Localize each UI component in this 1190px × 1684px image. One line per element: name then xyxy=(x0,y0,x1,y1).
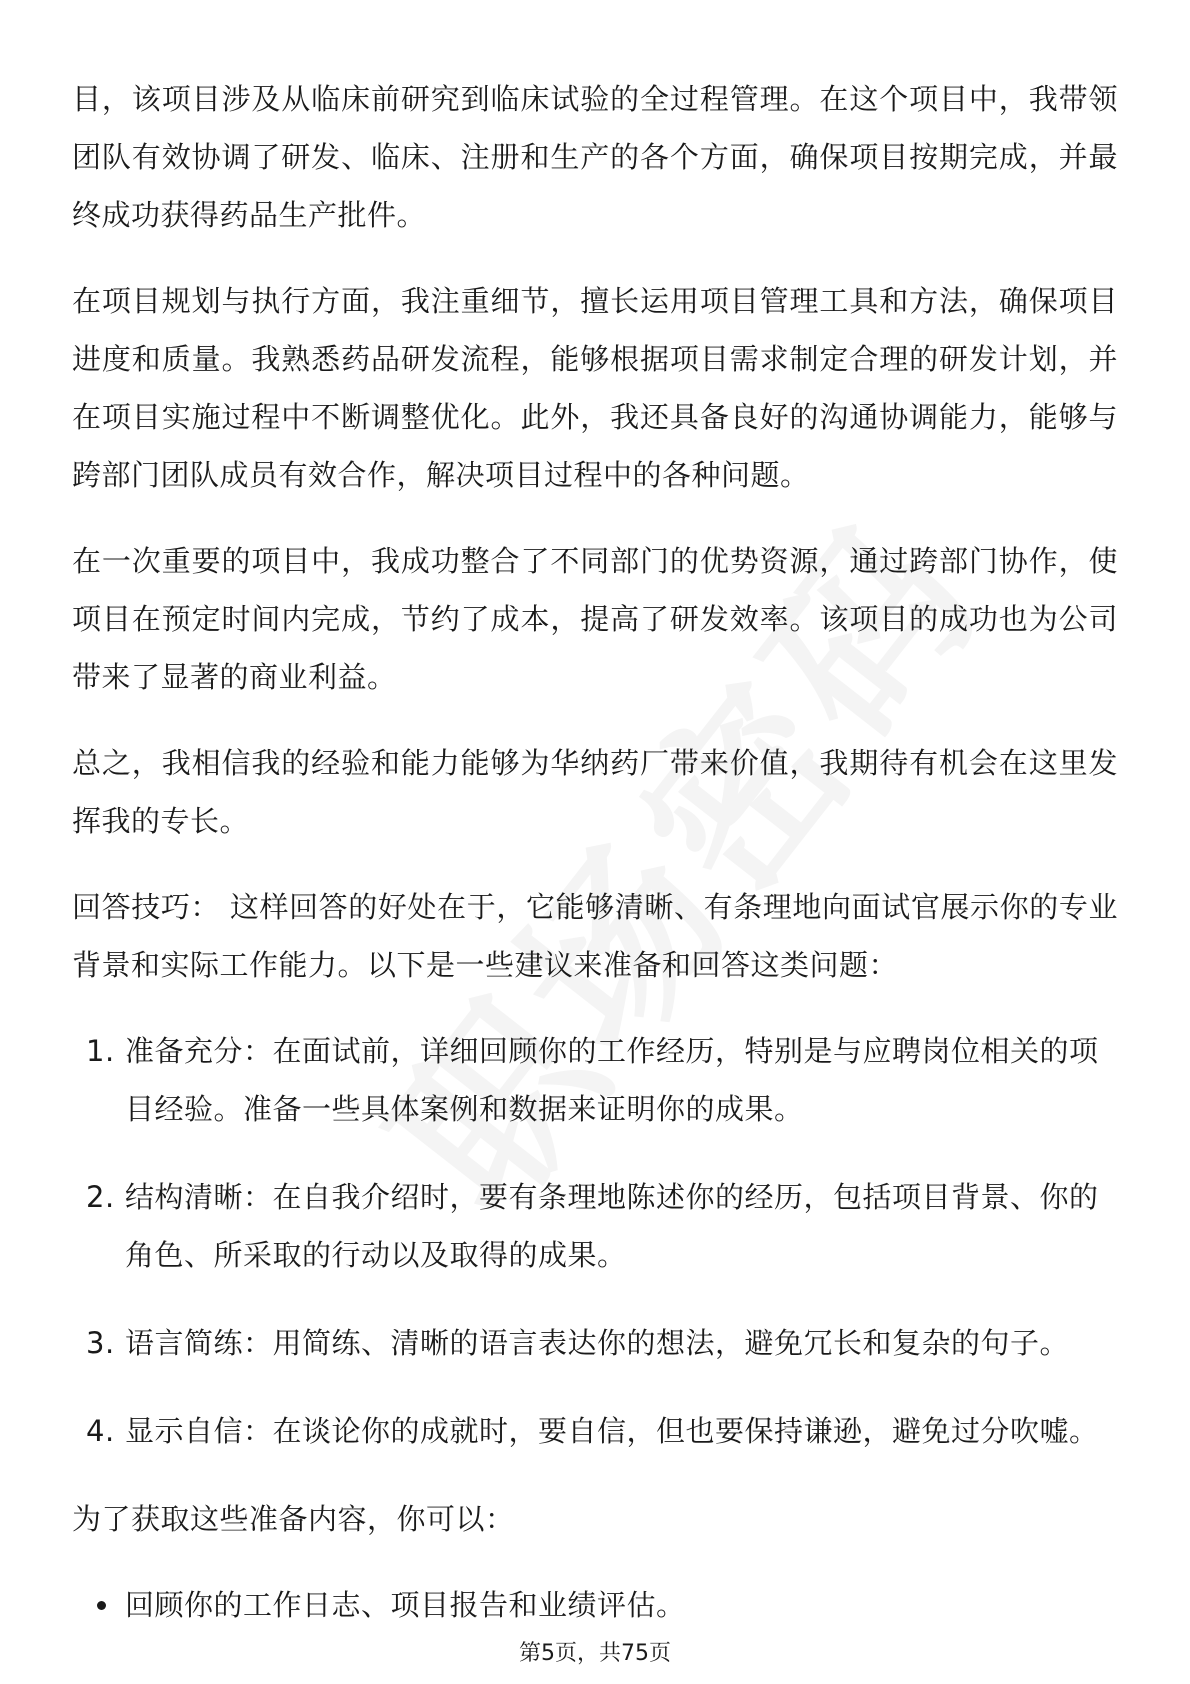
bullet-list xyxy=(72,1576,1118,1634)
list-number: 4. xyxy=(86,1414,115,1448)
bullet-item-text: 回顾你的工作日志、项目报告和业绩评估。 xyxy=(125,1588,686,1622)
bullet-item xyxy=(72,1576,1118,1634)
list-item xyxy=(72,1168,1118,1284)
list-item xyxy=(72,1402,1118,1460)
list-number: 1. xyxy=(86,1034,115,1068)
list-item-text: 准备充分：在面试前，详细回顾你的工作经历，特别是与应聘岗位相关的项目经验。准备一些具体案例和数据来证明你的成果。 xyxy=(125,1034,1099,1126)
document-body xyxy=(72,70,1118,1634)
closing-intro: 为了获取这些准备内容，你可以： xyxy=(72,1502,515,1536)
paragraph: 总之，我相信我的经验和能力能够为华纳药厂带来价值，我期待有机会在这里发挥我的专长。 xyxy=(72,746,1118,838)
list-item xyxy=(72,1022,1118,1138)
paragraph: 在一次重要的项目中，我成功整合了不同部门的优势资源，通过跨部门协作，使项目在预定时间内完成，节约了成本，提高了研发效率。该项目的成功也为公司带来了显著的商业利益。 xyxy=(72,544,1118,694)
list-number: 3. xyxy=(86,1326,115,1360)
page-footer: 第5页，共75页 xyxy=(519,1641,671,1666)
list-item-text: 显示自信：在谈论你的成就时，要自信，但也要保持谦逊，避免过分吹嘘。 xyxy=(125,1414,1099,1448)
list-item-text: 语言简练：用简练、清晰的语言表达你的想法，避免冗长和复杂的句子。 xyxy=(125,1326,1070,1360)
paragraph: 目，该项目涉及从临床前研究到临床试验的全过程管理。在这个项目中，我带领团队有效协调了研发、临床、注册和生产的各个方面，确保项目按期完成，并最终成功获得药品生产批件。 xyxy=(72,82,1118,232)
bullet-icon xyxy=(97,1601,106,1610)
list-item xyxy=(72,1314,1118,1372)
tips-paragraph: 回答技巧： 这样回答的好处在于，它能够清晰、有条理地向面试官展示你的专业背景和实际工作能力。以下是一些建议来准备和回答这类问题： xyxy=(72,890,1118,982)
paragraph: 在项目规划与执行方面，我注重细节，擅长运用项目管理工具和方法，确保项目进度和质量。我熟悉药品研发流程，能够根据项目需求制定合理的研发计划，并在项目实施过程中不断调整优化。此外，我还具备良好的沟通协调能力，能够与跨部门团队成员有效合作，解决项目过程中的各种问题。 xyxy=(72,284,1118,492)
list-item-text: 结构清晰：在自我介绍时，要有条理地陈述你的经历，包括项目背景、你的角色、所采取的行动以及取得的成果。 xyxy=(125,1180,1099,1272)
numbered-list xyxy=(72,1022,1118,1460)
list-number: 2. xyxy=(86,1180,115,1214)
